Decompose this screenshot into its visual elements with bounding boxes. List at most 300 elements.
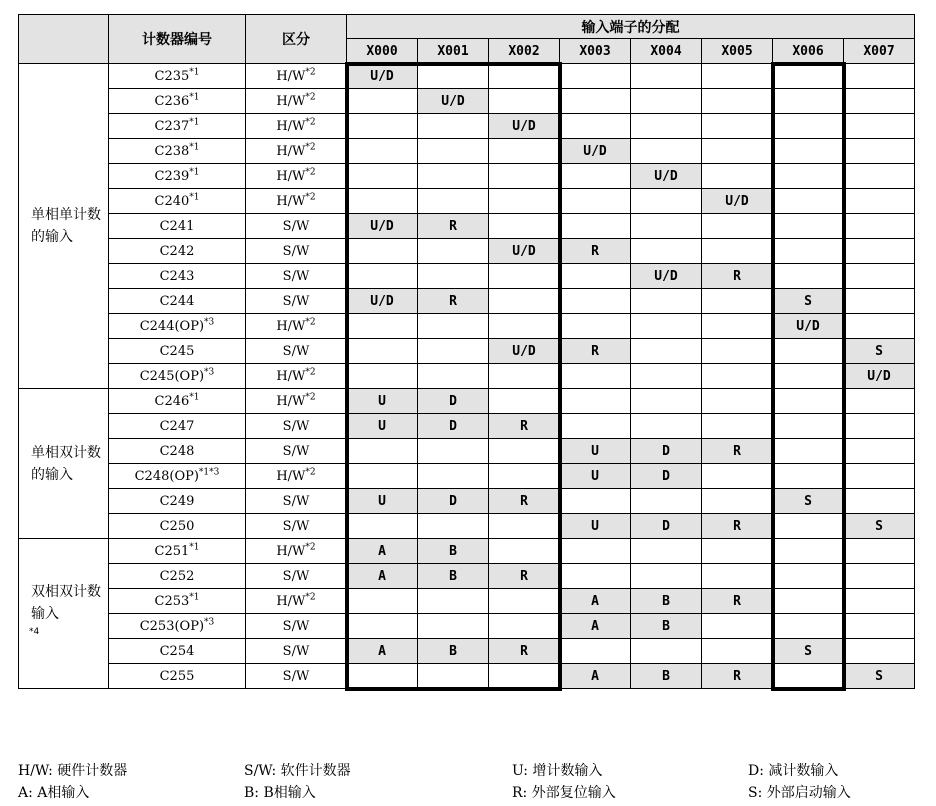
input-cell-x003 [560, 189, 631, 214]
input-cell-x005: R [702, 514, 773, 539]
counter-number: C238 [154, 143, 190, 159]
input-cell-x004 [631, 64, 702, 89]
input-cell-x007 [844, 589, 915, 614]
table-row [19, 214, 915, 239]
input-cell-x002: R [489, 639, 560, 664]
table-row [19, 314, 915, 339]
input-cell-x005 [702, 214, 773, 239]
counter-number-cell [109, 139, 246, 164]
input-cell-x002 [489, 89, 560, 114]
input-cell-x007 [844, 464, 915, 489]
kind-cell [246, 164, 347, 189]
category-cell [19, 539, 109, 689]
counter-number: C251 [154, 543, 190, 559]
counter-footnote: *1 [189, 192, 200, 203]
input-cell-x000: U/D [347, 64, 418, 89]
input-cell-x006 [773, 64, 844, 89]
input-cell-x003 [560, 489, 631, 514]
input-cell-x002 [489, 164, 560, 189]
kind-label: S/W [282, 618, 310, 634]
input-cell-x007: S [844, 514, 915, 539]
input-cell-x000: U [347, 489, 418, 514]
input-cell-x002 [489, 139, 560, 164]
counter-number-cell [109, 489, 246, 514]
input-cell-x003 [560, 264, 631, 289]
header-input-x002: X002 [489, 39, 560, 64]
input-cell-x004 [631, 139, 702, 164]
input-cell-x006 [773, 514, 844, 539]
input-cell-x002 [489, 539, 560, 564]
counter-number: C240 [154, 193, 190, 209]
counter-number: C255 [159, 668, 195, 684]
counter-number: C237 [154, 118, 190, 134]
kind-label: H/W [276, 193, 306, 209]
counter-number-cell [109, 389, 246, 414]
input-cell-x007: S [844, 664, 915, 689]
input-cell-x002 [489, 264, 560, 289]
input-cell-x007 [844, 189, 915, 214]
input-cell-x005: R [702, 664, 773, 689]
input-cell-x005 [702, 614, 773, 639]
kind-cell [246, 389, 347, 414]
input-cell-x002 [489, 464, 560, 489]
input-cell-x003 [560, 539, 631, 564]
input-cell-x005: R [702, 589, 773, 614]
counter-footnote: *3 [204, 367, 215, 378]
input-cell-x007 [844, 64, 915, 89]
header-input-x006: X006 [773, 39, 844, 64]
input-cell-x000: A [347, 564, 418, 589]
counter-footnote: *1 [189, 92, 200, 103]
input-cell-x001 [418, 514, 489, 539]
header-input-assignment: 输入端子的分配 [347, 15, 915, 39]
table-row [19, 614, 915, 639]
input-cell-x007 [844, 564, 915, 589]
input-cell-x003: U [560, 464, 631, 489]
input-cell-x002 [489, 214, 560, 239]
input-cell-x000 [347, 589, 418, 614]
input-cell-x002 [489, 439, 560, 464]
counter-number-cell [109, 214, 246, 239]
header-kind: 区分 [246, 15, 347, 64]
input-cell-x000: U/D [347, 289, 418, 314]
input-cell-x005 [702, 489, 773, 514]
input-cell-x001 [418, 339, 489, 364]
counter-number: C254 [159, 643, 195, 659]
kind-label: S/W [282, 493, 310, 509]
kind-cell [246, 589, 347, 614]
kind-cell [246, 264, 347, 289]
kind-label: S/W [282, 518, 310, 534]
input-cell-x001 [418, 189, 489, 214]
input-cell-x007 [844, 639, 915, 664]
input-cell-x000 [347, 189, 418, 214]
input-cell-x007 [844, 214, 915, 239]
kind-label: H/W [276, 368, 306, 384]
input-cell-x003: R [560, 339, 631, 364]
input-cell-x006 [773, 139, 844, 164]
kind-label: H/W [276, 468, 306, 484]
kind-label: S/W [282, 343, 310, 359]
input-cell-x006: S [773, 489, 844, 514]
table-row [19, 89, 915, 114]
kind-label: H/W [276, 118, 306, 134]
input-cell-x004 [631, 289, 702, 314]
kind-cell [246, 664, 347, 689]
input-cell-x002 [489, 189, 560, 214]
table-row [19, 439, 915, 464]
kind-footnote: *2 [305, 317, 316, 328]
counter-number-cell [109, 364, 246, 389]
counter-footnote: *1 [189, 117, 200, 128]
kind-label: H/W [276, 318, 306, 334]
input-cell-x007: S [844, 339, 915, 364]
input-cell-x007 [844, 614, 915, 639]
input-cell-x000 [347, 89, 418, 114]
kind-cell [246, 514, 347, 539]
kind-cell [246, 239, 347, 264]
input-cell-x004 [631, 314, 702, 339]
kind-footnote: *2 [305, 142, 316, 153]
kind-cell [246, 189, 347, 214]
input-cell-x003: U/D [560, 139, 631, 164]
kind-cell [246, 314, 347, 339]
kind-footnote: *2 [305, 392, 316, 403]
input-cell-x006 [773, 564, 844, 589]
table-row [19, 114, 915, 139]
input-cell-x006 [773, 664, 844, 689]
counter-number: C245 [159, 343, 195, 359]
kind-footnote: *2 [305, 592, 316, 603]
counter-number-cell [109, 514, 246, 539]
counter-number-cell [109, 89, 246, 114]
input-cell-x002 [489, 514, 560, 539]
input-cell-x000 [347, 139, 418, 164]
input-cell-x003: U [560, 439, 631, 464]
kind-footnote: *2 [305, 167, 316, 178]
header-input-x004: X004 [631, 39, 702, 64]
counter-number: C244(OP) [139, 318, 205, 334]
input-cell-x007 [844, 489, 915, 514]
counter-footnote: *1 [189, 167, 200, 178]
kind-cell [246, 639, 347, 664]
kind-cell [246, 614, 347, 639]
input-cell-x007: U/D [844, 364, 915, 389]
counter-number-cell [109, 564, 246, 589]
input-cell-x006: U/D [773, 314, 844, 339]
input-cell-x000: U [347, 389, 418, 414]
input-cell-x004 [631, 564, 702, 589]
kind-label: H/W [276, 143, 306, 159]
counter-number: C243 [159, 268, 195, 284]
counter-number: C235 [154, 68, 190, 84]
table-row [19, 364, 915, 389]
counter-footnote: *1 [189, 142, 200, 153]
input-cell-x004: D [631, 439, 702, 464]
counter-number: C244 [159, 293, 195, 309]
counter-number: C247 [159, 418, 195, 434]
kind-footnote: *2 [305, 542, 316, 553]
table-row [19, 264, 915, 289]
legend-d: D: 减计数输入 [748, 763, 839, 779]
input-cell-x006 [773, 589, 844, 614]
input-cell-x004 [631, 639, 702, 664]
input-cell-x007 [844, 139, 915, 164]
kind-cell [246, 339, 347, 364]
input-cell-x002 [489, 589, 560, 614]
counter-number: C241 [159, 218, 195, 234]
counter-number-cell [109, 589, 246, 614]
input-cell-x006 [773, 189, 844, 214]
counter-number-cell [109, 339, 246, 364]
counter-number-cell [109, 164, 246, 189]
input-cell-x003: R [560, 239, 631, 264]
input-cell-x005 [702, 389, 773, 414]
kind-cell [246, 89, 347, 114]
legend-hw: H/W: 硬件计数器 [18, 763, 128, 779]
input-cell-x004: B [631, 589, 702, 614]
counter-number-cell [109, 539, 246, 564]
kind-label: H/W [276, 68, 306, 84]
input-cell-x004 [631, 189, 702, 214]
input-cell-x007 [844, 414, 915, 439]
counter-number-cell [109, 414, 246, 439]
kind-footnote: *2 [305, 192, 316, 203]
table-row [19, 589, 915, 614]
input-cell-x007 [844, 239, 915, 264]
input-cell-x001 [418, 439, 489, 464]
input-cell-x001 [418, 364, 489, 389]
table-row [19, 664, 915, 689]
counter-footnote: *1 [189, 392, 200, 403]
category-label: 双相双计数输入 [31, 583, 101, 622]
category-cell [19, 64, 109, 389]
input-cell-x003 [560, 289, 631, 314]
counter-number: C236 [154, 93, 190, 109]
input-cell-x006 [773, 164, 844, 189]
counter-number-cell [109, 289, 246, 314]
input-cell-x002: R [489, 564, 560, 589]
input-cell-x004 [631, 239, 702, 264]
input-cell-x001: B [418, 539, 489, 564]
kind-label: H/W [276, 93, 306, 109]
input-cell-x000: U/D [347, 214, 418, 239]
kind-label: S/W [282, 418, 310, 434]
kind-label: S/W [282, 268, 310, 284]
kind-label: H/W [276, 393, 306, 409]
counter-footnote: *1 [189, 542, 200, 553]
input-cell-x002: R [489, 414, 560, 439]
input-cell-x002 [489, 364, 560, 389]
category-footnote: *4 [29, 626, 40, 637]
input-cell-x005 [702, 164, 773, 189]
input-cell-x006 [773, 614, 844, 639]
input-cell-x001 [418, 239, 489, 264]
kind-label: H/W [276, 543, 306, 559]
counter-number: C239 [154, 168, 190, 184]
input-cell-x002: R [489, 489, 560, 514]
input-cell-x001: D [418, 489, 489, 514]
input-cell-x001 [418, 139, 489, 164]
table-row [19, 139, 915, 164]
input-cell-x003 [560, 414, 631, 439]
counter-number: C248 [159, 443, 195, 459]
input-cell-x002 [489, 289, 560, 314]
table-body [19, 64, 915, 689]
input-cell-x000 [347, 464, 418, 489]
input-cell-x003: A [560, 664, 631, 689]
kind-cell [246, 439, 347, 464]
input-cell-x003: A [560, 589, 631, 614]
counter-number-cell [109, 189, 246, 214]
input-cell-x004 [631, 364, 702, 389]
legend-sw: S/W: 软件计数器 [244, 763, 351, 779]
input-cell-x003: U [560, 514, 631, 539]
input-cell-x005 [702, 239, 773, 264]
counter-number-cell [109, 239, 246, 264]
input-cell-x005 [702, 139, 773, 164]
counter-number-cell [109, 264, 246, 289]
counter-footnote: *1 [189, 592, 200, 603]
header-input-x005: X005 [702, 39, 773, 64]
input-cell-x001 [418, 589, 489, 614]
input-cell-x005 [702, 314, 773, 339]
kind-label: S/W [282, 293, 310, 309]
input-cell-x001 [418, 614, 489, 639]
input-cell-x006 [773, 114, 844, 139]
counter-number: C252 [159, 568, 195, 584]
input-cell-x005 [702, 339, 773, 364]
kind-footnote: *2 [305, 67, 316, 78]
kind-label: S/W [282, 668, 310, 684]
kind-cell [246, 539, 347, 564]
kind-footnote: *2 [305, 367, 316, 378]
kind-footnote: *2 [305, 92, 316, 103]
input-cell-x007 [844, 389, 915, 414]
input-cell-x006: S [773, 639, 844, 664]
legend-b: B: B相输入 [244, 785, 316, 801]
counter-number: C245(OP) [139, 368, 205, 384]
input-cell-x000: U [347, 414, 418, 439]
input-cell-x007 [844, 89, 915, 114]
table-row [19, 564, 915, 589]
kind-cell [246, 464, 347, 489]
kind-cell [246, 214, 347, 239]
input-cell-x005: R [702, 439, 773, 464]
counter-number: C253 [154, 593, 190, 609]
input-cell-x004 [631, 414, 702, 439]
kind-cell [246, 139, 347, 164]
legend-u: U: 增计数输入 [512, 763, 603, 779]
input-cell-x002 [489, 389, 560, 414]
input-cell-x004: B [631, 614, 702, 639]
input-cell-x000 [347, 439, 418, 464]
input-cell-x003 [560, 564, 631, 589]
table-row [19, 539, 915, 564]
input-cell-x004 [631, 489, 702, 514]
input-cell-x001: B [418, 564, 489, 589]
input-cell-x006 [773, 214, 844, 239]
header-category-cell [19, 15, 109, 64]
input-cell-x007 [844, 264, 915, 289]
input-cell-x005 [702, 414, 773, 439]
cropped-top-text [340, 0, 936, 4]
input-cell-x002 [489, 64, 560, 89]
input-cell-x006 [773, 239, 844, 264]
counter-number-cell [109, 639, 246, 664]
table-row [19, 64, 915, 89]
kind-label: S/W [282, 218, 310, 234]
input-cell-x001 [418, 314, 489, 339]
table-row [19, 339, 915, 364]
counter-footnote: *3 [204, 317, 215, 328]
input-cell-x004: B [631, 664, 702, 689]
counter-footnote: *1*3 [198, 467, 220, 478]
input-cell-x002: U/D [489, 239, 560, 264]
input-cell-x004: D [631, 514, 702, 539]
counter-number-cell [109, 114, 246, 139]
input-cell-x005 [702, 89, 773, 114]
input-cell-x000 [347, 514, 418, 539]
input-cell-x000: A [347, 539, 418, 564]
input-cell-x000 [347, 164, 418, 189]
input-cell-x002 [489, 614, 560, 639]
legend-a: A: A相输入 [18, 785, 90, 801]
input-cell-x006 [773, 389, 844, 414]
input-cell-x005: R [702, 264, 773, 289]
input-cell-x005 [702, 539, 773, 564]
input-cell-x001 [418, 464, 489, 489]
input-cell-x000: A [347, 639, 418, 664]
header-input-x007: X007 [844, 39, 915, 64]
kind-footnote: *2 [305, 117, 316, 128]
input-cell-x006 [773, 89, 844, 114]
input-cell-x000 [347, 664, 418, 689]
input-cell-x001: B [418, 639, 489, 664]
counter-number-cell [109, 64, 246, 89]
counter-number-cell [109, 314, 246, 339]
input-cell-x005 [702, 64, 773, 89]
input-cell-x005 [702, 464, 773, 489]
table-row [19, 289, 915, 314]
input-cell-x006: S [773, 289, 844, 314]
table-row [19, 489, 915, 514]
kind-cell [246, 414, 347, 439]
input-cell-x001: D [418, 414, 489, 439]
input-cell-x002 [489, 314, 560, 339]
input-cell-x001 [418, 264, 489, 289]
input-cell-x004 [631, 114, 702, 139]
input-cell-x001 [418, 64, 489, 89]
category-cell [19, 389, 109, 539]
counter-footnote: *1 [189, 67, 200, 78]
table-row [19, 464, 915, 489]
table-row [19, 239, 915, 264]
input-cell-x003 [560, 164, 631, 189]
legend-s: S: 外部启动输入 [748, 785, 851, 801]
kind-footnote: *2 [305, 467, 316, 478]
kind-label: H/W [276, 168, 306, 184]
table-row [19, 389, 915, 414]
input-cell-x004: U/D [631, 164, 702, 189]
input-cell-x001: R [418, 289, 489, 314]
input-cell-x005 [702, 289, 773, 314]
input-cell-x005 [702, 114, 773, 139]
input-cell-x004 [631, 214, 702, 239]
input-cell-x006 [773, 539, 844, 564]
kind-label: S/W [282, 568, 310, 584]
header-input-x003: X003 [560, 39, 631, 64]
